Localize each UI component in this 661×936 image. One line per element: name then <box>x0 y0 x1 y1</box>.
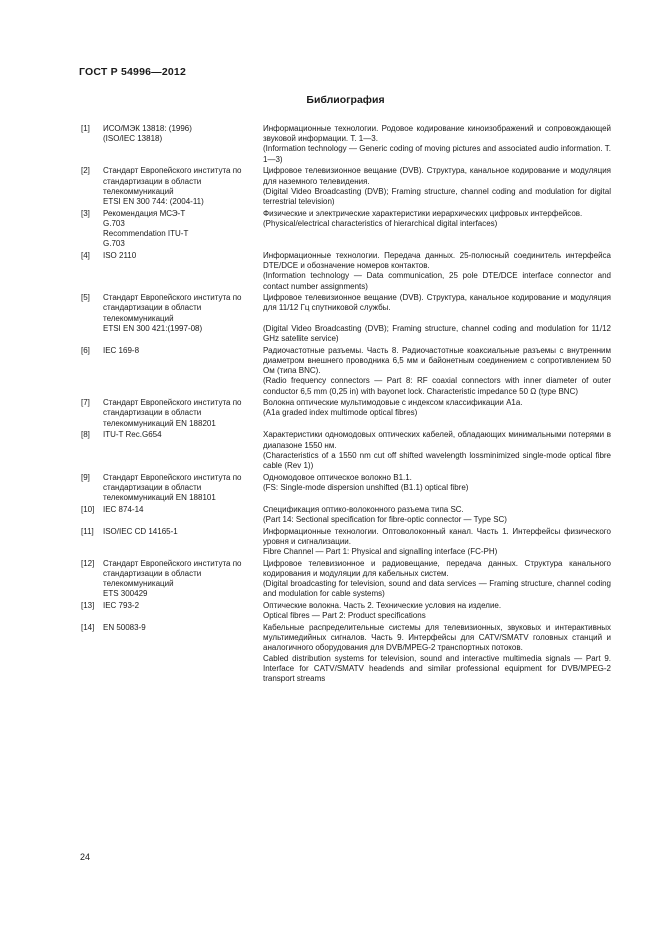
bibliography-entry <box>81 505 611 525</box>
entry-source-line: Recommendation ITU-T <box>103 229 189 239</box>
entry-source <box>101 293 263 344</box>
entry-source-line: ETSI EN 300 421:(1997-08) <box>103 323 203 333</box>
bibliography-list <box>81 124 611 686</box>
entry-source-line: Стандарт Европейского института по стандартизации в области телекоммуникаций EN 188101 <box>103 472 242 503</box>
entry-source-line: Стандарт Европейского института по стандартизации в области телекоммуникаций <box>103 166 242 196</box>
entry-description <box>263 251 611 292</box>
entry-description-paragraph: Характеристики одномодовых оптических кабелей, обладающих минимальными потерями в диапазоне 1550 нм. <box>263 430 611 450</box>
entry-description <box>263 505 611 525</box>
entry-source-line: ISO 2110 <box>103 250 137 260</box>
entry-number: [7] <box>81 398 90 408</box>
bibliography-entry <box>81 430 611 471</box>
entry-description-paragraph: Optical fibres — Part 2: Product specifications <box>263 611 426 621</box>
entry-description-paragraph: Цифровое телевизионное вещание (DVB). Структура, канальное кодирование и модуляция для наземного телевидения. <box>263 166 611 186</box>
bibliography-entry <box>81 623 611 684</box>
entry-source <box>101 430 263 471</box>
entry-number: [5] <box>81 293 90 303</box>
entry-description-paragraph: (Digital broadcasting for television, sound and data services — Framing structure, channel coding and modulation for cable systems) <box>263 579 611 599</box>
bibliography-entry <box>81 473 611 504</box>
entry-source-line: ITU-T Rec.G654 <box>103 430 162 440</box>
entry-source-line: (ISO/IEC 13818) <box>103 134 163 144</box>
entry-source <box>101 527 263 558</box>
entry-description-paragraph: Оптические волокна. Часть 2. Технические условия на изделие. <box>263 601 502 611</box>
entry-description <box>263 166 611 207</box>
entry-number: [3] <box>81 208 90 218</box>
entry-description-paragraph: (Radio frequency connectors — Part 8: RF coaxial connectors with inner diameter of outer conductor 6,5 mm (0,25 in) with bayonet lock. Characteristic impedance 50 Ω (type BNC) <box>263 376 611 396</box>
entry-number: [4] <box>81 250 90 260</box>
entry-number: [11] <box>81 526 94 536</box>
entry-source-line: ISO/IEC CD 14165-1 <box>103 526 178 536</box>
entry-number: [9] <box>81 472 90 482</box>
entry-description-paragraph: (Information technology — Generic coding of moving pictures and associated audio information. T. 1—3) <box>263 144 611 164</box>
bibliography-entry <box>81 559 611 600</box>
entry-description-paragraph: (Information technology — Data communication, 25 pole DTE/DCE interface connector and contact number assignments) <box>263 271 611 291</box>
entry-description-paragraph: (Digital Video Broadcasting (DVB); Framing structure, channel coding and modulation for digital terrestrial television) <box>263 186 611 206</box>
entry-source-line: Рекомендация МСЭ-Т <box>103 208 186 218</box>
entry-description-paragraph: Одномодовое оптическое волокно B1.1. <box>263 472 412 482</box>
entry-source <box>101 166 263 207</box>
entry-source-line: ИСО/МЭК 13818: (1996) <box>103 124 192 133</box>
entry-source <box>101 209 263 250</box>
bibliography-entry <box>81 293 611 344</box>
entry-description <box>263 124 611 165</box>
entry-description <box>263 293 611 344</box>
entry-source <box>101 505 263 525</box>
entry-description-paragraph: (A1a graded index multimode optical fibres) <box>263 408 418 418</box>
entry-number: [2] <box>81 166 90 176</box>
entry-description <box>263 430 611 471</box>
entry-description-paragraph: (Part 14: Sectional specification for fibre-optic connector — Type SC) <box>263 515 507 524</box>
entry-description <box>263 527 611 558</box>
bibliography-entry <box>81 124 611 165</box>
entry-number: [14] <box>81 623 95 633</box>
entry-description-paragraph: Fibre Channel — Part 1: Physical and signalling interface (FC-PH) <box>263 547 498 557</box>
entry-description-gap <box>263 314 611 324</box>
entry-source-line: IEC 793-2 <box>103 601 140 611</box>
entry-description-paragraph: Информационные технологии. Родовое кодирование киноизображений и сопровождающей звуковой информации. Т. 1—3. <box>263 124 611 144</box>
entry-number: [10] <box>81 504 95 514</box>
entry-description <box>263 473 611 504</box>
entry-source-line: Стандарт Европейского института по стандартизации в области телекоммуникаций EN 188201 <box>103 398 242 428</box>
document-header: ГОСТ Р 54996—2012 <box>79 66 187 78</box>
bibliography-entry <box>81 527 611 558</box>
entry-description-paragraph: Физические и электрические характеристики иерархических цифровых интерфейсов. <box>263 208 583 218</box>
entry-source <box>101 251 263 292</box>
entry-description <box>263 346 611 397</box>
entry-description-paragraph: Cabled distribution systems for television, sound and interactive multimedia signals — Part 9. Interface for CATV/SMATV headends and similar professional equipment for DVB/MPEG-2 transport streams <box>263 653 611 684</box>
entry-source-line: ETSI EN 300 744: (2004-11) <box>103 196 204 206</box>
entry-source <box>101 559 263 600</box>
entry-description-paragraph: (Digital Video Broadcasting (DVB); Framing structure, channel coding and modulation for 11/12 GHz satellite service) <box>263 323 611 344</box>
entry-number: [6] <box>81 345 90 355</box>
entry-description <box>263 209 611 250</box>
bibliography-entry <box>81 209 611 250</box>
entry-description-paragraph: (Physical/electrical characteristics of hierarchical digital interfaces) <box>263 218 498 228</box>
entry-source-line: G.703 <box>103 218 125 228</box>
entry-description-paragraph: Цифровое телевизионное вещание (DVB). Структура, канальное кодирование и модуляция для 11/12 Гц спутниковой службы. <box>263 293 611 313</box>
entry-number: [1] <box>81 124 90 133</box>
bibliography-entry <box>81 166 611 207</box>
entry-number: [13] <box>81 601 95 611</box>
entry-description-paragraph: Кабельные распределительные системы для телевизионных, звуковых и интерактивных мультимедийных сигналов. Часть 9. Интерфейсы для CATV/SMATV головных станций и аналогичного оборудования для DVB/MPEG-2 транспортных потоков. <box>263 623 611 653</box>
bibliography-entry <box>81 398 611 429</box>
page-number: 24 <box>80 852 91 862</box>
entry-source-line: Стандарт Европейского института по стандартизации в области телекоммуникаций <box>103 558 242 589</box>
entry-description <box>263 601 611 621</box>
entry-description-paragraph: Информационные технологии. Передача данных. 25-полюсный соединитель интерфейса DTE/DCE и обозначение номеров контактов. <box>263 250 611 271</box>
entry-description-paragraph: (FS: Single-mode dispersion unshifted (B1.1) optical fibre) <box>263 482 469 492</box>
bibliography-entry <box>81 251 611 292</box>
entry-description-paragraph: Радиочастотные разъемы. Часть 8. Радиочастотные коаксиальные разъемы с внутренним диаметром внешнего проводника 6,5 мм и байонетным соединением с сопротивлением 50 Ом (типа BNC). <box>263 345 611 376</box>
entry-source <box>101 473 263 504</box>
entry-description-paragraph: Цифровое телевизионное и радиовещание, передача данных. Структура канального кодирования и модуляции для кабельных систем. <box>263 558 611 579</box>
entry-description-paragraph: Информационные технологии. Оптоволоконный канал. Часть 1. Интерфейсы физического уровня и сигнализации. <box>263 526 611 546</box>
bibliography-entry <box>81 601 611 621</box>
entry-description-paragraph: Волокна оптические мультимодовые с индексом классификации A1a. <box>263 398 523 408</box>
entry-source-line: IEC 169-8 <box>103 345 140 355</box>
bibliography-entry <box>81 346 611 397</box>
entry-description <box>263 623 611 684</box>
entry-source <box>101 398 263 429</box>
entry-source-line: ETS 300429 <box>103 589 148 599</box>
entry-number: [8] <box>81 430 90 440</box>
entry-source-line: EN 50083-9 <box>103 623 146 633</box>
entry-source-line: G.703 <box>103 239 125 249</box>
entry-source <box>101 623 263 684</box>
entry-description-paragraph: (Characteristics of a 1550 nm cut off shifted wavelength lossminimized single-mode optical fibre cable (Rev 1)) <box>263 450 611 470</box>
entry-source <box>101 601 263 621</box>
entry-description <box>263 398 611 429</box>
entry-description <box>263 559 611 600</box>
entry-source <box>101 346 263 397</box>
bibliography-title: Библиография <box>306 94 385 106</box>
entry-source-line: IEC 874-14 <box>103 504 144 514</box>
entry-number: [12] <box>81 558 95 568</box>
entry-source-line: Стандарт Европейского института по стандартизации в области телекоммуникаций <box>103 293 242 323</box>
entry-source <box>101 124 263 165</box>
entry-description-paragraph: Спецификация оптико-волоконного разъема типа SC. <box>263 504 464 514</box>
